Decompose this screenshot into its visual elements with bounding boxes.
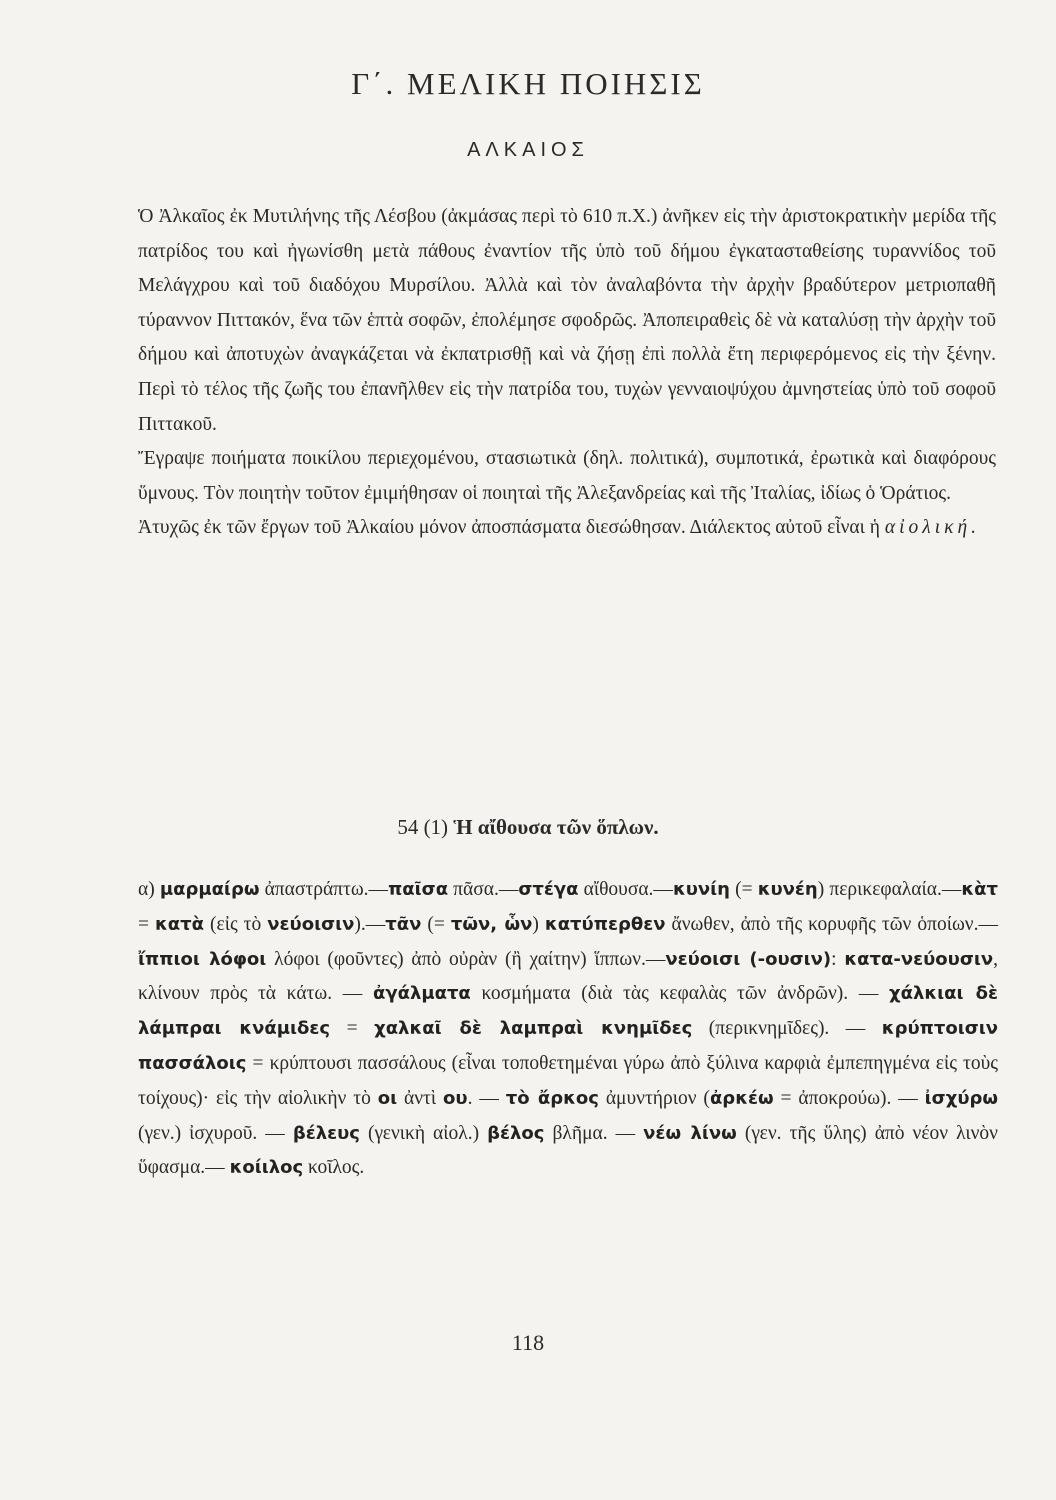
gloss-term: κοίιλος	[229, 1157, 304, 1179]
gloss-text: (περικνημῖδες). —	[692, 1018, 882, 1040]
gloss-text: ἀντὶ	[397, 1087, 444, 1109]
gloss-term: κυνίη	[672, 879, 730, 900]
page-number: 118	[511, 1330, 545, 1355]
gloss-text: (εἰς τὸ	[204, 913, 268, 935]
poem-number: 54	[397, 815, 419, 839]
gloss-term: νέω λίνω	[643, 1122, 737, 1144]
poem-heading	[0, 815, 1056, 840]
gloss-text: ἀπαστράπτω.—	[259, 879, 389, 900]
gloss-text: (γενικὴ αἰολ.)	[359, 1122, 488, 1144]
gloss-term: χάλκιαι δὲ λάμπραι κνάμιδες	[138, 983, 998, 1040]
gloss-text: κοῖλος.	[303, 1157, 365, 1179]
gloss-term: κατύπερθεν	[544, 913, 666, 935]
gloss-text: )	[532, 913, 545, 935]
fragment-number: (1)	[423, 815, 449, 839]
notes-paragraph	[138, 873, 998, 1186]
gloss-text: λόφοι (φοῦντες) ἀπὸ οὐρὰν (ἢ χαίτην) ἵππων.—	[266, 948, 666, 970]
gloss-term: ου	[443, 1087, 468, 1109]
gloss-term: παῖσα	[388, 879, 449, 900]
gloss-term: τῶν, ὧν	[450, 913, 533, 935]
notes-label: α)	[138, 879, 155, 900]
gloss-text: (=	[729, 879, 758, 900]
chapter-title: Γ΄. ΜΕΛΙΚΗ ΠΟΙΗΣΙΣ	[351, 66, 705, 101]
gloss-term: στέγα	[518, 879, 579, 900]
gloss-term: βέλευς	[292, 1122, 360, 1144]
bio-paragraph: Ὁ Ἀλκαῖος ἐκ Μυτιλήνης τῆς Λέσβου (ἀκμάσας περὶ τὸ 610 π.Χ.) ἀνῆκεν εἰς τὴν ἀριστοκρατικὴν μερίδα τῆς πατρίδος του καὶ ἠγωνίσθη μετὰ πάθους ἐναντίον τῆς ὑπὸ τοῦ δήμου ἐγκατασταθείσης τυραννίδος τοῦ Μελάγχρου καὶ τοῦ διαδόχου Μυρσίλου. Ἀλλὰ καὶ τὸν ἀναλαβόντα τὴν ἀρχὴν βραδύτερον μετριοπαθῆ τύραννον Πιττακόν, ἕνα τῶν ἑπτὰ σοφῶν, ἐπολέμησε σφοδρῶς. Ἀποπειραθεὶς δὲ νὰ καταλύσῃ τὴν ἀρχὴν τοῦ δήμου καὶ ἀποτυχὼν ἀναγκάζεται νὰ ἐκπατρισθῇ καὶ νὰ ζήσῃ ἐπὶ πολλὰ ἔτη περιφερόμενος εἰς τὴν ξένην. Περὶ τὸ τέλος τῆς ζωῆς του ἐπανῆλθεν εἰς τὴν πατρίδα του, τυχὼν γενναιοψύχου ἀμνηστείας ὑπὸ τοῦ σοφοῦ Πιττακοῦ.	[138, 206, 996, 435]
gloss-term: νεύοισι (-ουσιν)	[665, 948, 832, 970]
gloss-text: (=	[421, 913, 451, 935]
gloss-term: μαρμαίρω	[159, 879, 260, 900]
gloss-term: ἴππιοι λόφοι	[138, 948, 267, 970]
gloss-term: κατα-νεύουσιν	[844, 948, 994, 970]
bio-paragraph	[138, 511, 996, 546]
gloss-text: ἄνωθεν, ἀπὸ τῆς κορυφῆς τῶν ὁποίων.—	[665, 913, 998, 935]
gloss-text: (γεν. τῆς ὕλης) ἀπὸ νέον λινὸν ὕφασμα.—	[138, 1122, 998, 1179]
biography-text	[138, 200, 996, 546]
poem-title: Ἡ αἴθουσα τῶν ὅπλων.	[453, 815, 659, 839]
author-heading: ΑΛΚΑΙΟΣ	[467, 139, 589, 161]
gloss-text: ἀμυντήριον (	[598, 1087, 710, 1109]
gloss-text: πᾶσα.—	[448, 879, 519, 900]
gloss-term: ἀγάλματα	[372, 983, 471, 1005]
gloss-term: κρύπτοισιν πασσάλοις	[138, 1018, 999, 1074]
gloss-text: , κλίνουν πρὸς τὰ κάτω. —	[138, 948, 998, 1005]
gloss-text: ).—	[354, 913, 386, 935]
gloss-term: κατὰ	[155, 913, 205, 935]
gloss-text: αἴθουσα.—	[578, 879, 673, 900]
gloss-term: κυνέη	[757, 879, 818, 900]
gloss-text: ) περικεφαλαία.—	[817, 879, 962, 900]
gloss-term: ἰσχύρω	[924, 1087, 998, 1109]
dialect-term: αἰολική.	[884, 517, 981, 539]
gloss-term: νεύοισιν	[267, 913, 355, 935]
gloss-text: κοσμήματα (διὰ τὰς κεφαλὰς τῶν ἀνδρῶν). —	[470, 983, 889, 1005]
gloss-text: =	[138, 913, 155, 935]
bio-paragraph: Ἔγραψε ποιήματα ποικίλου περιεχομένου, στασιωτικὰ (δηλ. πολιτικά), συμποτικά, ἐρωτικὰ καὶ διαφόρους ὕμνους. Τὸν ποιητὴν τοῦτον ἐμιμήθησαν οἱ ποιηταὶ τῆς Ἀλεξανδρείας καὶ τῆς Ἰταλίας, ἰδίως ὁ Ὁράτιος.	[138, 448, 996, 504]
gloss-term: χαλκαῖ δὲ λαμπραὶ κνημῖδες	[374, 1018, 693, 1040]
gloss-term: τὸ ἄρκος	[505, 1087, 599, 1109]
gloss-term: κὰτ	[961, 879, 999, 900]
gloss-text: . —	[467, 1087, 506, 1109]
gloss-text: =	[330, 1018, 375, 1040]
gloss-text: = ἀποκρούω). —	[773, 1087, 925, 1109]
gloss-term: βέλος	[487, 1122, 545, 1144]
gloss-text: (γεν.) ἰσχυροῦ. —	[138, 1122, 293, 1144]
gloss-text: βλῆμα. —	[544, 1122, 644, 1144]
gloss-term: τᾶν	[385, 913, 422, 935]
gloss-term: οι	[377, 1087, 398, 1109]
gloss-text: :	[831, 948, 845, 970]
bio-paragraph-text: Ἀτυχῶς ἐκ τῶν ἔργων τοῦ Ἀλκαίου μόνον ἀποσπάσματα διεσώθησαν. Διάλεκτος αὐτοῦ εἶναι ἡ	[138, 517, 880, 539]
glossary-notes	[138, 873, 998, 1186]
gloss-term: ἀρκέω	[709, 1087, 774, 1109]
gloss-text: = κρύπτουσι πασσάλους (εἶναι τοποθετημέναι γύρω ἀπὸ ξύλινα καρφιὰ ἐμπεπηγμένα εἰς τοὺς τοίχους)· εἰς τὴν αἰολικὴν τὸ	[138, 1052, 998, 1109]
